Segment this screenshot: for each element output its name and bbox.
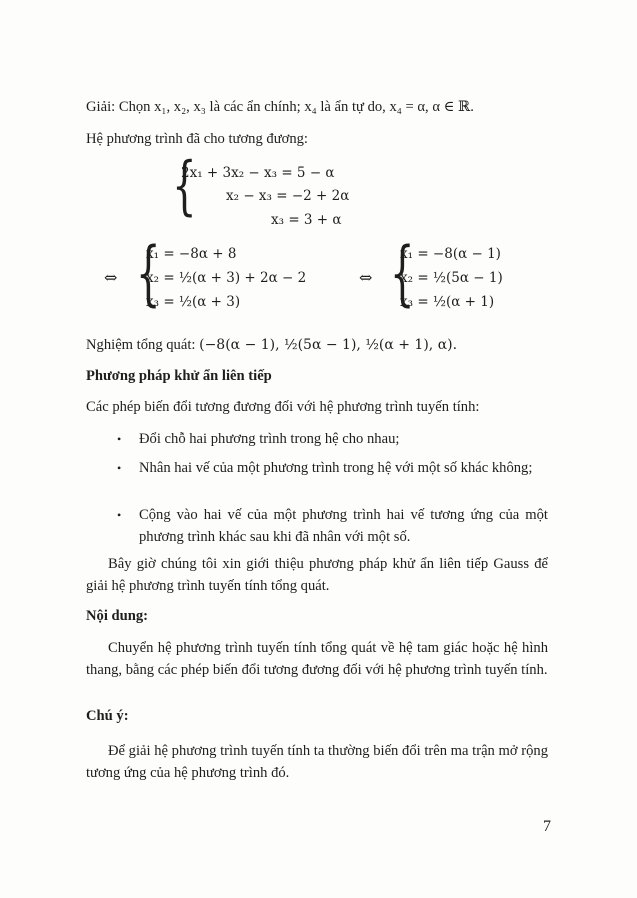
bullet-marker-2: • bbox=[117, 461, 122, 475]
bullet-marker-3: • bbox=[117, 508, 122, 522]
general-solution-label: Nghiệm tổng quát: bbox=[86, 337, 196, 353]
system2-eq1: x₁ = −8α + 8 bbox=[146, 246, 237, 262]
equiv-symbol-2: ⇔ bbox=[359, 268, 373, 287]
equiv-symbol-1: ⇔ bbox=[104, 268, 118, 287]
bullet-item-2: Nhân hai vế của một phương trình trong hệ với một số khác không; bbox=[139, 460, 533, 476]
system1-eq3: x₃ = 3 + α bbox=[271, 212, 342, 228]
system3-eq2: x₂ = ½(5α − 1) bbox=[400, 270, 503, 286]
transforms-intro: Các phép biến đổi tương đương đối với hệ phương trình tuyến tính: bbox=[86, 399, 480, 415]
system1-brace: { bbox=[172, 149, 197, 223]
method-title: Phương pháp khử ẩn liên tiếp bbox=[86, 368, 272, 384]
note-paragraph: Để giải hệ phương trình tuyến tính ta thường biến đổi trên ma trận mở rộng tương ứng của hệ phương trình đó. bbox=[86, 743, 548, 781]
system1-eq1: 2x₁ + 3x₂ − x₃ = 5 − α bbox=[181, 165, 335, 181]
bullet-marker-1: • bbox=[117, 432, 122, 446]
content-heading: Nội dung: bbox=[86, 608, 149, 624]
system2-eq2: x₂ = ½(α + 3) + 2α − 2 bbox=[146, 270, 307, 286]
general-solution-value: (−8(α − 1), ½(5α − 1), ½(α + 1), α). bbox=[199, 337, 458, 353]
intro-line bbox=[86, 98, 474, 116]
gauss-paragraph: Bây giờ chúng tôi xin giới thiệu phương pháp khử ẩn liên tiếp Gauss để giải hệ phương trình tuyến tính tổng quát. bbox=[86, 556, 548, 594]
intro-label: Giải: bbox=[86, 99, 116, 115]
bullet-item-1: Đổi chỗ hai phương trình trong hệ cho nhau; bbox=[139, 431, 400, 447]
general-solution bbox=[86, 337, 457, 354]
content-paragraph: Chuyển hệ phương trình tuyến tính tổng quát về hệ tam giác hoặc hệ hình thang, bằng các phép biến đổi tương đương đối với hệ phương trình tuyến tính. bbox=[86, 640, 548, 678]
system3-eq3: x₃ = ½(α + 1) bbox=[400, 294, 495, 310]
bullet-item-3: Cộng vào hai vế của một phương trình hai vế tương ứng của một phương trình khác sau khi đã nhân với một số. bbox=[139, 507, 548, 545]
equivalence-line: Hệ phương trình đã cho tương đương: bbox=[86, 131, 308, 147]
system2-brace: { bbox=[136, 232, 161, 314]
system3-brace: { bbox=[390, 232, 415, 314]
system3-eq1: x₁ = −8(α − 1) bbox=[400, 246, 501, 262]
page-number: 7 bbox=[543, 818, 551, 835]
intro-text: Chọn x₁, x₂, x₃ là các ẩn chính; x₄ là ẩn tự do, x₄ = α, α ∈ ℝ. bbox=[118, 99, 474, 115]
system1-eq2: x₂ − x₃ = −2 + 2α bbox=[226, 188, 350, 204]
note-heading: Chú ý: bbox=[86, 708, 129, 724]
system2-eq3: x₃ = ½(α + 3) bbox=[146, 294, 241, 310]
